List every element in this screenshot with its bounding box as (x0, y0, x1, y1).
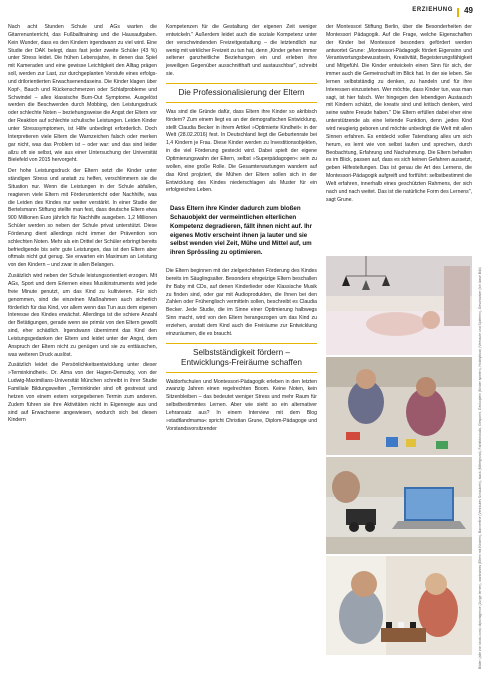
father-daughter-game-photo (326, 556, 472, 655)
paragraph: der Montessori Stiftung Berlin, über die Besonderheiten der Montessori Pädagogik. Auf die Frage, welche Eigenschaften der Kinder bei Montessori besonders gefördert werden antwortet Grune: „Montessori-Pädagogik fördert Eigensinn und Verantwortungsbewusstsein, Kreativität, Begeisterungsfähigkeit und Mitgefühl. Die Kinder entwickeln einen Sinn für sich, der immer auch die Gemeinschaft im Blick hat. In der sie leben. Sie lernen selbstständig zu denken, zu handeln und für ihre Interessen einzustehen. Wer möchte, dass Kinder tun, was man sagt, ist hier falsch. Wer hingegen den lebendigen Austausch mit Kindern schätzt, die kreativ sind und kritisch denken, wird seine wahre Freude haben." Die Eltern erfüllen dabei eher eine unterstützende als eine leitende Funktion, denn „jedes Kind wird neugierig geboren und möchte unbedingt die Welt mit allen Sinnen erfahren. Es entdeckt voller Tatendrang alles um sich herum, es lernt wie von selbst laufen und sprechen, durch Beobachtung, Erfahrung und Nachahmung. Die Eltern behalten es im Blick, passen auf, dass es sich keinen Gefahren aussetzt, geben Hilfestellungen. Das ist genau die Art des Lernens, die Montessori-Pädagogik aufgreift und fortführt: selbstbestimmt die Welt erfahren, innerhalb eines geschützten Rahmens, der sich nach und nach weitet. Das ist die natürliche Form des Lernens", sagt Grune. (326, 24, 472, 203)
paragraph: Kompetenzen für die Gestaltung der eigenen Zeit weniger entwickeln." Außerdem leidet auch die soziale Kompetenz unter der verschwindenden Freizeitgestaltung – die letztendlich nur wenig mit wirklicher Freizeit zu tun hat, denn „Kinder gehen immer seltener ganzheitliche Beziehungen ein und erleben ihre jeweiligen Gegenüber ausschnitthaft und austauschbar", schreibt sie. (166, 24, 317, 78)
kids-laptop-robot-photo (326, 457, 472, 554)
paragraph: Die Eltern beginnen mit der zielgerichteten Förderung des Kindes bereits im Säuglingsalter. Besonders ehrgeizige Eltern beschallen ihr Baby mit CDs, auf denen Kinderlieder oder Klassische Musik zu finden sind, oder gar mit Audioprodukten, die Ihnen bei den Zahlen oder Frühenglisch vermitteln sollen, beschreibt es Claudia Becker. Jede Studie, die im Sinne einer Optimierung halbwegs Sinn macht, wird von den Eltern herangezogen um das Kind zu erziehen, anstatt dem Kind auch die Freiräume zur Entwicklung einzuräumen, die es braucht. (166, 267, 317, 337)
column-left (8, 24, 157, 428)
paragraph: Zusätzlich leidet die Persönlichkeitsentwicklung unter dieser »Terminkindheit«. Dr. Alma von der Hagen-Demszky, von der Ludwig-Maximilians-Universität München schreibt in ihrer Studie Familiale Bildungswelten „Terminkinder sind oft gestresst und hetzen von einem extern vorgegebenen Termin zum anderen. Zudem führen sie ihre Aktivitäten nicht in Eigenregie aus und sind auf Erwachsene angewiesen, wodurch sich bei diesen Kindern (8, 362, 157, 424)
paragraph: Waldorfschulen und Montessori-Pädagogik erleben in den letzten zwanzig Jahren einen regelrechten Boom. Keine Noten, kein Sitzenbleiben – das bedeutet weniger Stress und mehr Raum für selbstbestimmtes Lernen. Aber wie sieht so ein alternativer Lehransatz aus? In einem Interview mit dem Blog »stadtlandmama« spricht Christian Grune, Diplom-Pädagoge und Vorstandsvorsitzender (166, 378, 317, 432)
photo-credit: Bilder: (alle von stock.com): diplomigence (Junge lernen), warbrahms (Eltern mit Kindern), Bannerfine (Vertrautes Schaukeln), stack (Mittelgrund), Farbfotostudio, Gespornt, Geckoplein (Kinder spielen), Hobbyblock (Vertraute und Spielerin), Geschwister (Ich lasse Bild) (478, 267, 482, 669)
page-header (0, 6, 481, 20)
column-right (326, 24, 472, 207)
paragraph: Zusätzlich wird neben der Schule leistungsorientiert erzogen. Mit AGs, Sport und dem Erlernen eines Musikinstruments wird jede freie Minute genutzt, um das Kind zu kultivieren. Für sich genommen, sind die einzelnen Maßnahmen auch sicherlich förderlich für das Kind, vor allem wenn das Tun aus dem eigenen Interesse des Kindes erwächst. Allerdings ist die schiere Anzahl der Betätigungen, gerade wenn sie primär von den Eltern gewollt sind, eher schädlich. Irgendwann übernimmt das Kind den Leistungsgedanken der Eltern und leidet unter der Angst, dem Anspruch der Eltern nicht zu genügen und sie zu enttäuschen, was weiteren Druck auslöst. (8, 273, 157, 358)
paragraph: Der hohe Leistungsdruck der Eltern setzt die Kinder unter ständigen Stress und anstatt zu helfen, verschlimmern sie die Situation nur. Wenn die Leistungen in der Schule abfallen, reagieren viele Eltern mit Förderunterricht oder Nachhilfe, was die Leiden des Kindes nur weiter verstärkt. In einer Studie der Bertelsmann Stiftung stellte man fest, dass deutsche Eltern etwa 900 Millionen Euro jährlich für Nachhilfe ausgeben. 1,2 Millionen Schüler werden so neben der Schule privat unterstützt. Diese Förderung dient allerdings nicht immer der Prävention von schlechten Noten. Mehr als ein Drittel der Schüler erbringt bereits befriedigende bis sehr gute Leistungen, das ist den Eltern aber oftmals nicht gut genug. Sie erwarten ein Maximum an Leistung von den Kindern – und zwar in allen Belangen. (8, 168, 157, 269)
paragraph: Was sind die Gründe dafür, dass Eltern ihre Kinder so akribisch fördern? Zum einem liegt es an der demografischen Entwicklung, stellt Claudia Becker in ihrem Artikel »Optimierte Kindheit« in der Welt (28.02.2016) fest. In Deutschland liegt die Geburtenrate bei 1,4 Kindern je Frau. Diese Kinder werden zu Investitionsobjekten, in die viel Förderung gesteckt wird. Dabei spielt der eigene Optimierungswahn der Eltern, selbst »Superpädagogen« sein zu wollen, eine große Rolle. Die Gesamterwartungen wandern auf das Kind projiziert, die Mühen der Eltern sollen sich in der Entwicklung des Kindes niederschlagen als Muster für ein erfolgreiches Leben. (166, 108, 317, 194)
header-accent-bar (457, 8, 459, 17)
pull-quote: Dass Eltern ihre Kinder dadurch zum bloßen Schauobjekt der vermeintlichen elterlichen Kompetenz degradieren, fällt ihnen nicht auf. Ihr eigenes Motiv erscheint ihnen ja lauter und sie selbst wenden viel Zeit, Mühe und Mittel auf, um ihren Sprössling zu optimieren. (170, 205, 312, 257)
paragraph: Nach acht Stunden Schule und AGs warten die Gitarrenunterricht, das Fußballtraining und die Hausaufgaben. Kein Wunder, dass es den Kindern irgendwann zu viel wird. Eine Studie der DAK belegt, dass fast jeder zweite Schüler (43 %) unter Stress leidet. Die frühen Lebensjahre, in denen das Spiel mit Kameraden und eine gewisse Leichtigkeit den Alltag prägen soll, werden zur Last, zur durchgeplanten Vorstufe eines erfolgs- und drilorientierten Erwachsenendaseins. Die Kinder klagen über Kopf-, Bauch und Rückenschmerzen oder Schlafprobleme und Schwindel – alles klassische Burn-Out Symptome. Ausgelöst werden die Beschwerden durch Mobbing, den Leistungsdruck oder schlechte Noten – beziehungsweise die Angst der Eltern vor der Reaktion auf schlechte schulische Leistungen. Leiden Kinder unter Stresssymptomen, ist Hilfe unbedingt erforderlich. Doch Interpretieren viele Eltern die Warnzeichen falsch oder merken gar nicht, was das Problem ist – oder war: und das sind leider allzu oft sie selbst, wie aus einer Untersuchung der Universität Bielefeld von 2015 hervorgeht. (8, 24, 157, 164)
column-middle (166, 24, 317, 436)
mother-baby-mobile-photo (326, 256, 472, 355)
page-number: 49 (464, 6, 473, 15)
section-label: ERZIEHUNG (412, 7, 453, 13)
children-play-floor-photo (326, 357, 472, 455)
subheading-selbststaendigkeit: Selbstständigkeit fördern – Entwicklungs-Freiräume schaffen (166, 343, 317, 373)
subheading-professionalisierung: Die Professionalisierung der Eltern (166, 83, 317, 103)
